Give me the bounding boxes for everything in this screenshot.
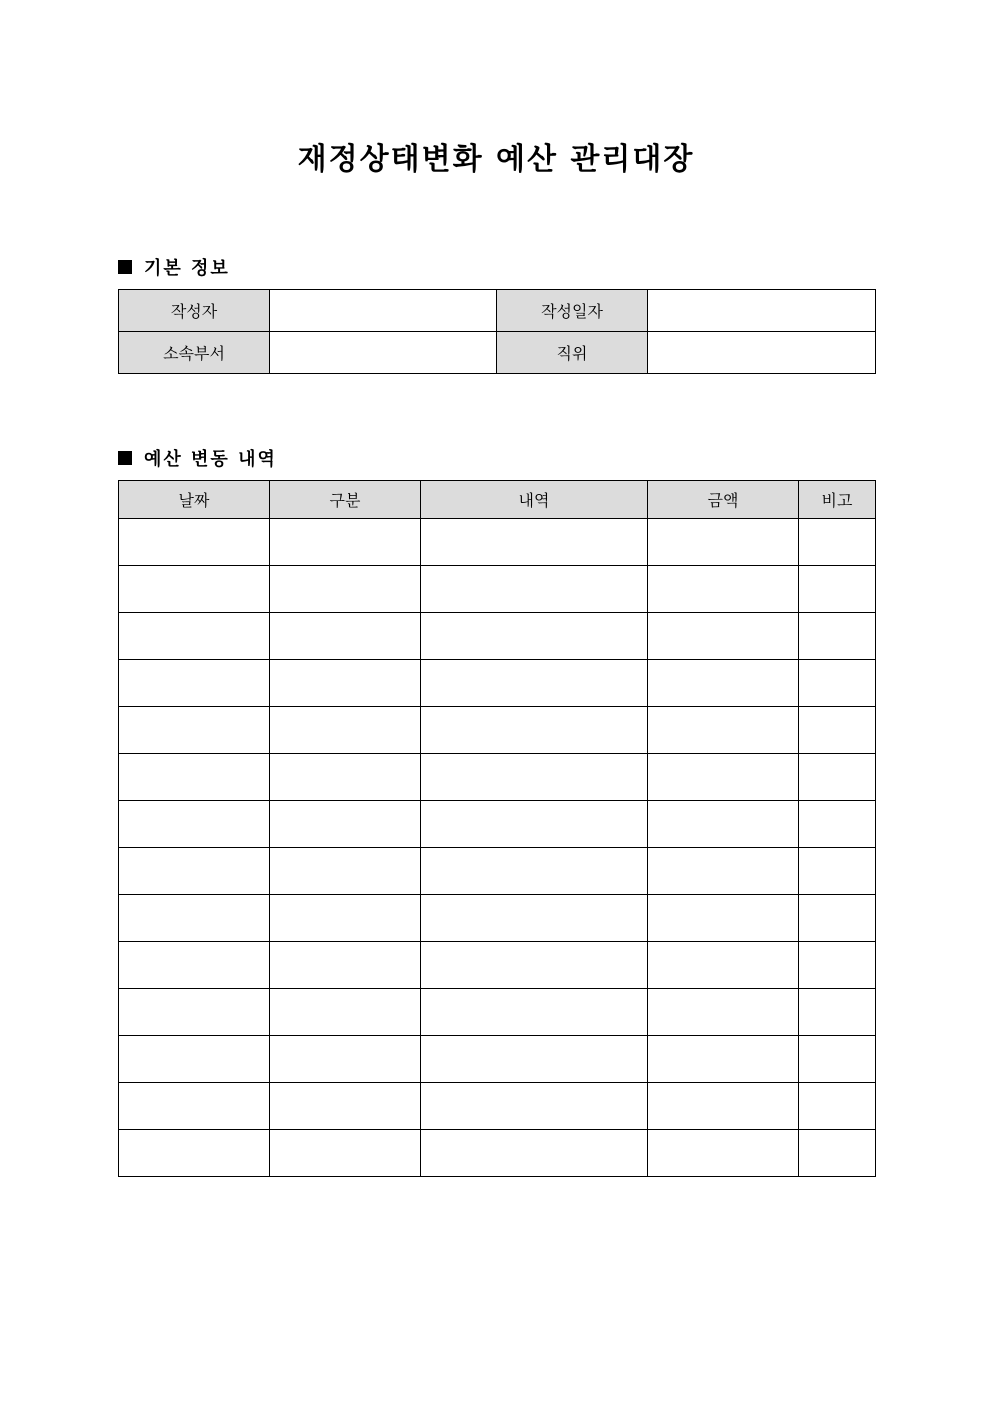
table-cell[interactable] <box>648 754 799 801</box>
table-cell[interactable] <box>648 1130 799 1177</box>
table-cell[interactable] <box>421 566 648 613</box>
info-row <box>119 290 876 332</box>
table-row <box>119 848 876 895</box>
black-square-icon <box>118 260 132 274</box>
table-cell[interactable] <box>421 1036 648 1083</box>
info-row <box>119 332 876 374</box>
info-value-field[interactable] <box>270 332 497 374</box>
table-cell[interactable] <box>119 1130 270 1177</box>
basic-info-table <box>118 289 876 374</box>
table-cell[interactable] <box>799 613 876 660</box>
table-cell[interactable] <box>270 848 421 895</box>
table-cell[interactable] <box>270 1130 421 1177</box>
table-cell[interactable] <box>270 660 421 707</box>
table-cell[interactable] <box>648 1083 799 1130</box>
budget-changes-table <box>118 480 876 1177</box>
basic-info-heading <box>118 254 230 280</box>
table-cell[interactable] <box>421 754 648 801</box>
table-cell[interactable] <box>119 848 270 895</box>
table-cell[interactable] <box>421 1130 648 1177</box>
column-header: 날짜 <box>119 481 270 519</box>
table-cell[interactable] <box>799 1130 876 1177</box>
table-cell[interactable] <box>648 613 799 660</box>
info-label: 직위 <box>497 332 648 374</box>
table-cell[interactable] <box>119 660 270 707</box>
info-value-field[interactable] <box>648 332 876 374</box>
table-cell[interactable] <box>119 519 270 566</box>
table-row <box>119 1036 876 1083</box>
table-cell[interactable] <box>270 801 421 848</box>
table-cell[interactable] <box>421 801 648 848</box>
table-cell[interactable] <box>648 942 799 989</box>
table-row <box>119 566 876 613</box>
table-row <box>119 754 876 801</box>
table-cell[interactable] <box>799 754 876 801</box>
page-title: 재정상태변화 예산 관리대장 <box>297 142 695 177</box>
table-cell[interactable] <box>799 942 876 989</box>
table-header-row <box>119 481 876 519</box>
table-cell[interactable] <box>799 848 876 895</box>
table-row <box>119 1083 876 1130</box>
table-cell[interactable] <box>799 1036 876 1083</box>
table-cell[interactable] <box>421 613 648 660</box>
table-cell[interactable] <box>119 1083 270 1130</box>
table-cell[interactable] <box>270 707 421 754</box>
table-cell[interactable] <box>799 566 876 613</box>
table-row <box>119 801 876 848</box>
table-cell[interactable] <box>421 660 648 707</box>
table-cell[interactable] <box>119 754 270 801</box>
table-cell[interactable] <box>119 989 270 1036</box>
column-header: 구분 <box>270 481 421 519</box>
table-cell[interactable] <box>421 942 648 989</box>
table-cell[interactable] <box>270 989 421 1036</box>
table-cell[interactable] <box>799 895 876 942</box>
table-row <box>119 519 876 566</box>
info-value-field[interactable] <box>270 290 497 332</box>
table-cell[interactable] <box>421 707 648 754</box>
table-cell[interactable] <box>648 519 799 566</box>
table-cell[interactable] <box>270 942 421 989</box>
table-cell[interactable] <box>648 707 799 754</box>
table-cell[interactable] <box>119 895 270 942</box>
table-row <box>119 613 876 660</box>
table-cell[interactable] <box>270 613 421 660</box>
table-row <box>119 942 876 989</box>
table-cell[interactable] <box>799 660 876 707</box>
table-cell[interactable] <box>119 942 270 989</box>
table-cell[interactable] <box>799 707 876 754</box>
table-cell[interactable] <box>421 1083 648 1130</box>
info-label: 소속부서 <box>119 332 270 374</box>
table-cell[interactable] <box>799 519 876 566</box>
info-value-field[interactable] <box>648 290 876 332</box>
table-row <box>119 895 876 942</box>
table-cell[interactable] <box>119 1036 270 1083</box>
table-cell[interactable] <box>648 801 799 848</box>
table-row <box>119 660 876 707</box>
table-cell[interactable] <box>648 989 799 1036</box>
table-cell[interactable] <box>270 754 421 801</box>
budget-changes-heading <box>118 445 277 471</box>
info-label: 작성일자 <box>497 290 648 332</box>
table-cell[interactable] <box>421 519 648 566</box>
table-cell[interactable] <box>119 613 270 660</box>
column-header: 금액 <box>648 481 799 519</box>
table-cell[interactable] <box>421 848 648 895</box>
basic-info-heading-text: 기본 정보 <box>144 258 230 279</box>
table-cell[interactable] <box>799 801 876 848</box>
budget-changes-heading-text: 예산 변동 내역 <box>144 449 277 470</box>
table-cell[interactable] <box>648 848 799 895</box>
table-cell[interactable] <box>270 1083 421 1130</box>
column-header: 내역 <box>421 481 648 519</box>
table-cell[interactable] <box>648 660 799 707</box>
table-cell[interactable] <box>421 895 648 942</box>
table-row <box>119 989 876 1036</box>
black-square-icon <box>118 451 132 465</box>
table-row <box>119 1130 876 1177</box>
table-cell[interactable] <box>421 989 648 1036</box>
table-cell[interactable] <box>119 707 270 754</box>
info-label: 작성자 <box>119 290 270 332</box>
column-header: 비고 <box>799 481 876 519</box>
table-cell[interactable] <box>648 1036 799 1083</box>
table-cell[interactable] <box>119 801 270 848</box>
table-cell[interactable] <box>270 566 421 613</box>
table-row <box>119 707 876 754</box>
table-cell[interactable] <box>119 566 270 613</box>
table-cell[interactable] <box>799 989 876 1036</box>
table-cell[interactable] <box>270 519 421 566</box>
table-cell[interactable] <box>270 895 421 942</box>
table-cell[interactable] <box>648 895 799 942</box>
table-cell[interactable] <box>648 566 799 613</box>
table-cell[interactable] <box>270 1036 421 1083</box>
table-cell[interactable] <box>799 1083 876 1130</box>
